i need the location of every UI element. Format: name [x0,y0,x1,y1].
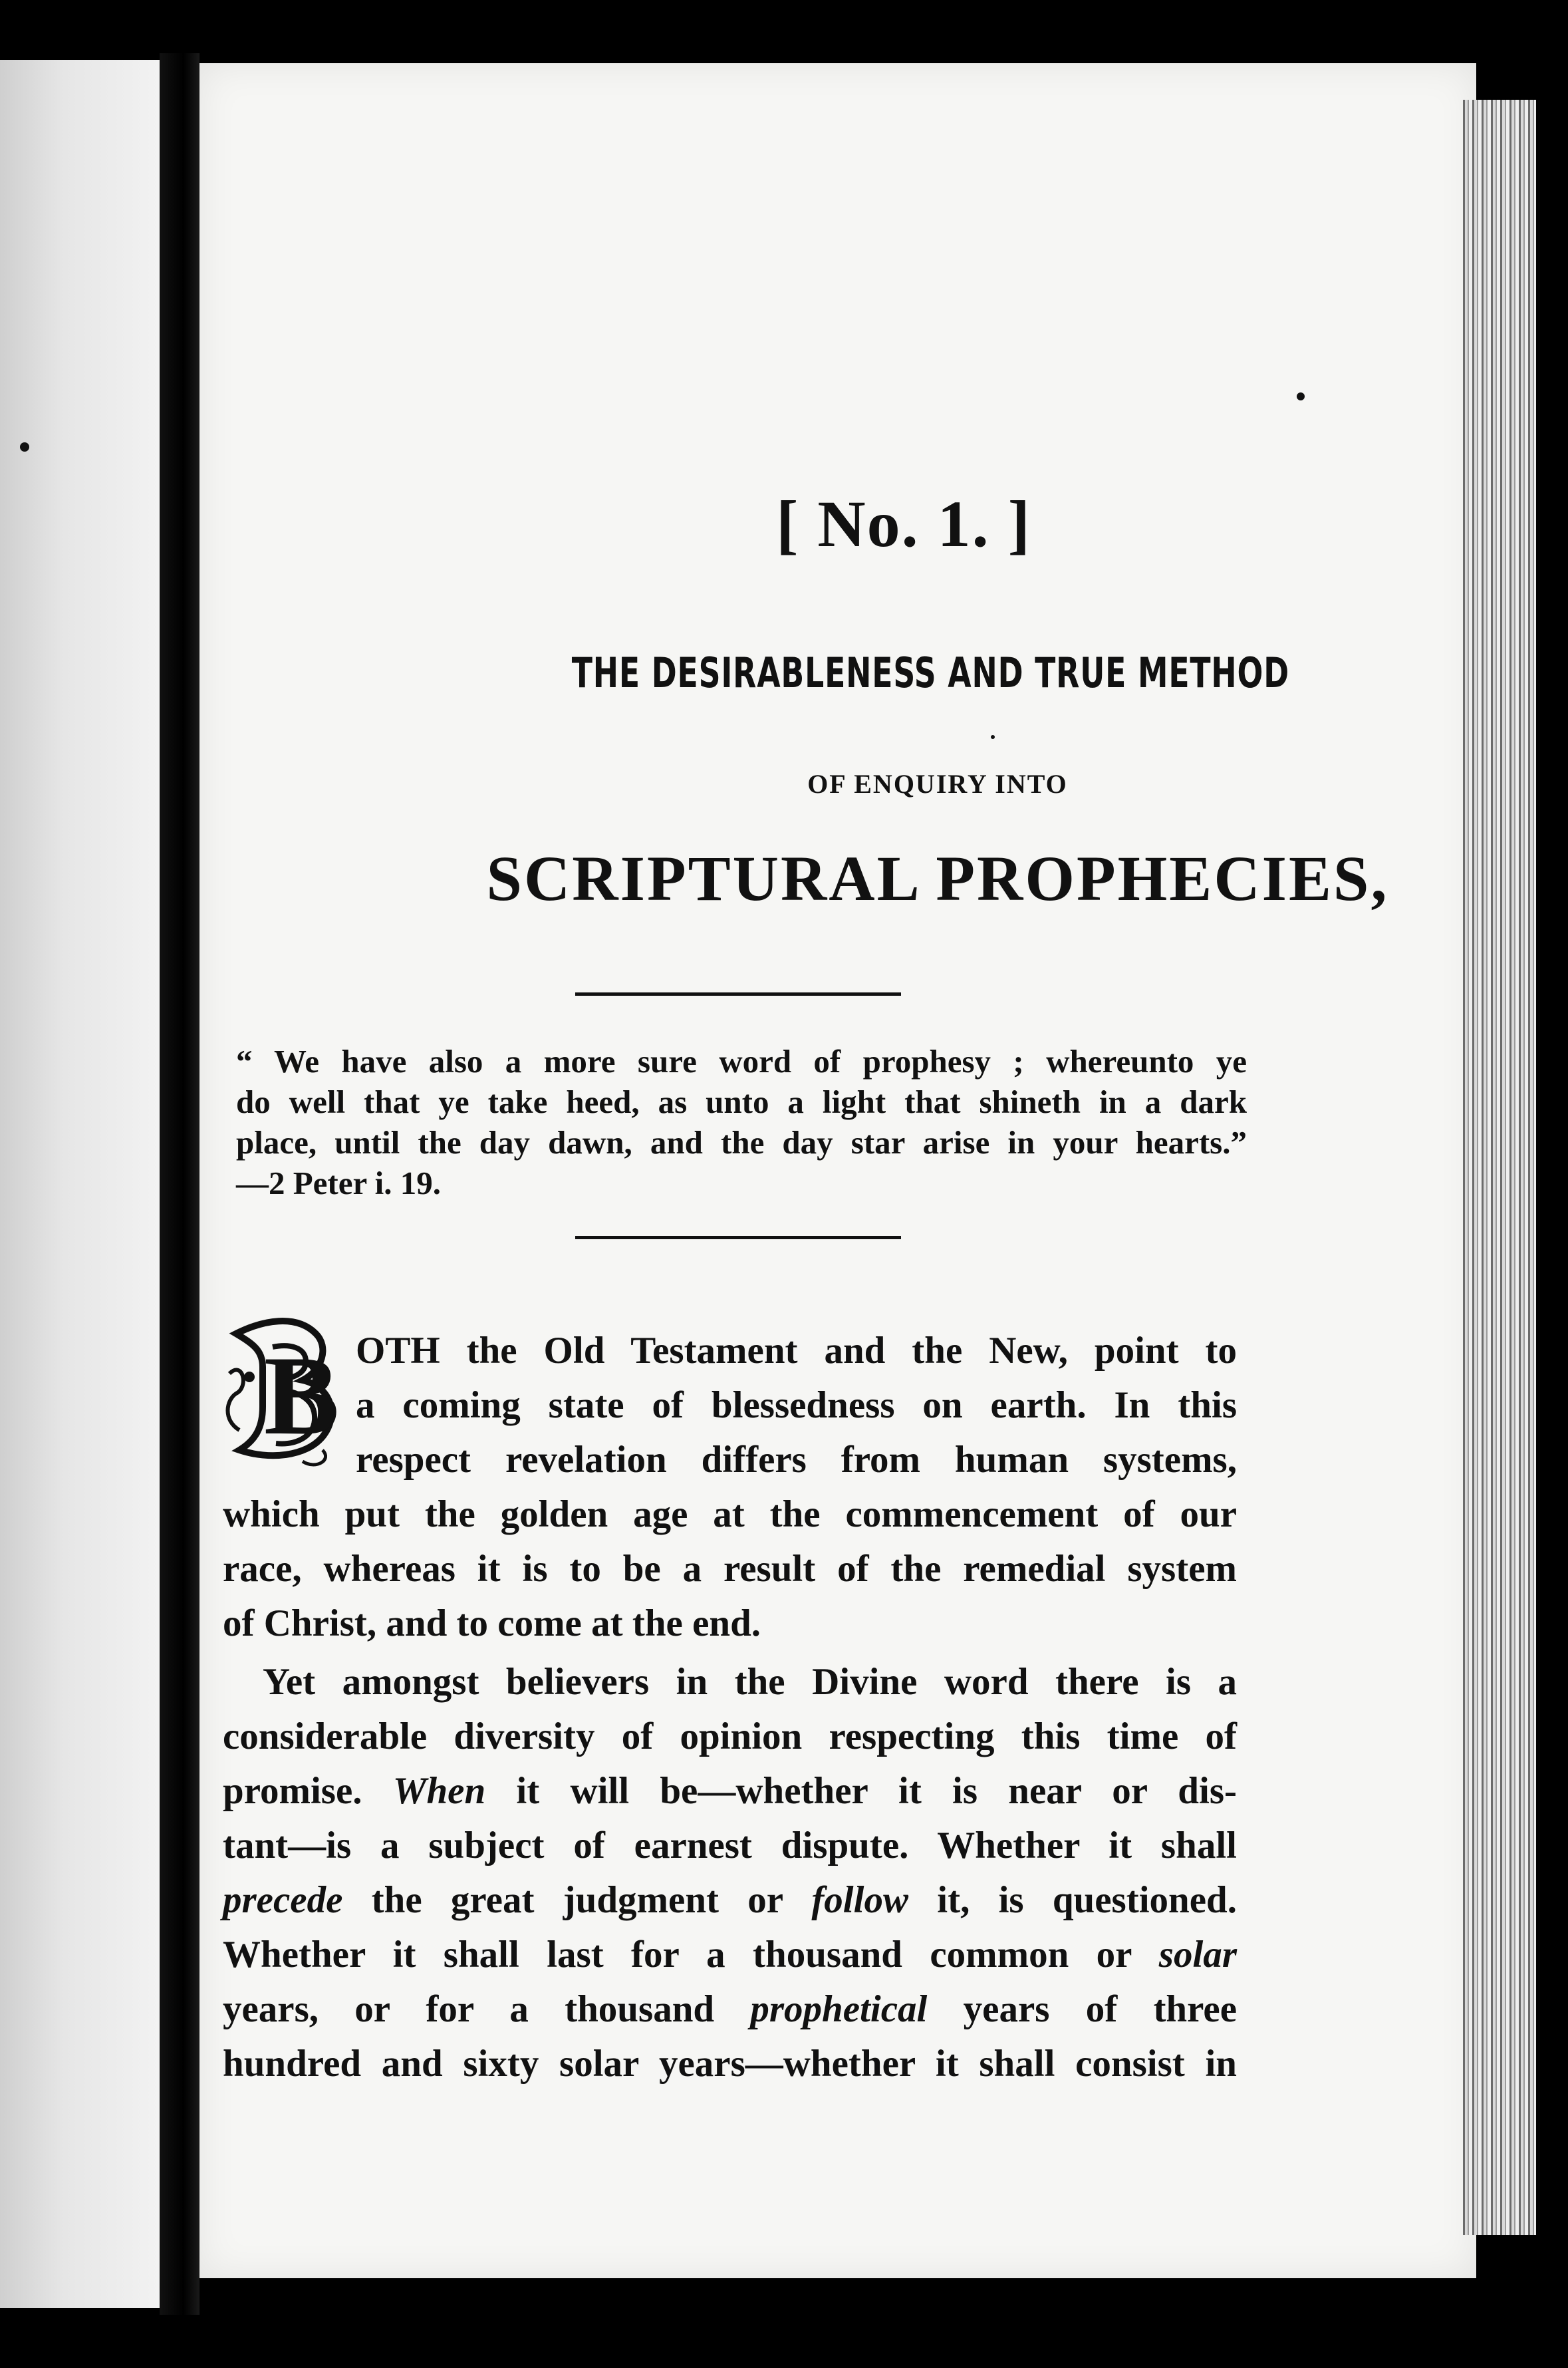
text-run: it will be—whether it is near or dis- [485,1770,1237,1812]
scan-speck [1297,392,1305,400]
epigraph-quote [236,1041,1247,1203]
text-line: which put the golden age at the commencement of our [223,1493,1237,1535]
epigraph-citation: —2 Peter i. 19. [236,1165,441,1201]
text-line: hundred and sixty solar years—whether it shall consist in [223,2043,1237,2085]
text-line [223,1982,1237,2037]
italic-run: precede [223,1879,343,1921]
text-run: Whether it shall last for a thousand common or [223,1934,1159,1976]
text-line: OTH the Old Testament and the New, point to [356,1330,1237,1372]
title-line-2: OF ENQUIRY INTO [807,769,1068,799]
italic-run: When [392,1770,486,1812]
scan-speck [20,442,29,452]
page-stack-edges [1463,100,1568,2235]
divider-rule [575,992,901,996]
drop-cap-letter: B [264,1333,340,1458]
epigraph-line: do well that ye take heed, as unto a light that shineth in a dark [236,1084,1247,1120]
text-run: it, is questioned. [908,1879,1237,1921]
text-line: tant—is a subject of earnest dispute. Whether it shall [223,1825,1237,1866]
text-line: Yet amongst believers in the Divine word there is a [263,1661,1237,1703]
text-run: the great judgment or [342,1879,812,1921]
paragraph-2 [223,1655,1237,2091]
text-line: respect revelation differs from human systems, [356,1439,1237,1481]
text-line: considerable diversity of opinion respecting this time of [223,1715,1237,1757]
number-heading: [ No. 1. ] [776,487,1031,561]
text-line [223,1928,1237,1982]
divider-rule [575,1236,901,1239]
title-line-3: SCRIPTURAL PROPHECIES, [486,843,1389,914]
text-run: promise. [223,1770,393,1812]
text-line: a coming state of blessedness on earth. In this [356,1384,1237,1426]
epigraph-line: place, until the day dawn, and the day star arise in your hearts.” [236,1124,1247,1161]
paragraph-1 [223,1324,1237,1651]
title-line-1: THE DESIRABLENESS AND TRUE METHOD [571,649,1290,697]
epigraph-line: “ We have also a more sure word of prophesy ; whereunto ye [236,1043,1247,1080]
italic-run: prophetical [750,1988,928,2030]
previous-page-edge [0,60,160,2308]
body-text [223,1324,1237,2091]
text-line [223,1873,1237,1928]
text-run: years, or for a thousand [223,1988,751,2030]
italic-run: solar [1158,1934,1237,1976]
text-run: years of three [927,1988,1237,2030]
italic-run: follow [811,1879,908,1921]
book-gutter [160,53,199,2315]
text-line: race, whereas it is to be a result of the remedial system [223,1548,1237,1590]
text-line: of Christ, and to come at the end. [223,1602,761,1644]
text-line [223,1764,1237,1819]
scan-speck [991,735,995,739]
